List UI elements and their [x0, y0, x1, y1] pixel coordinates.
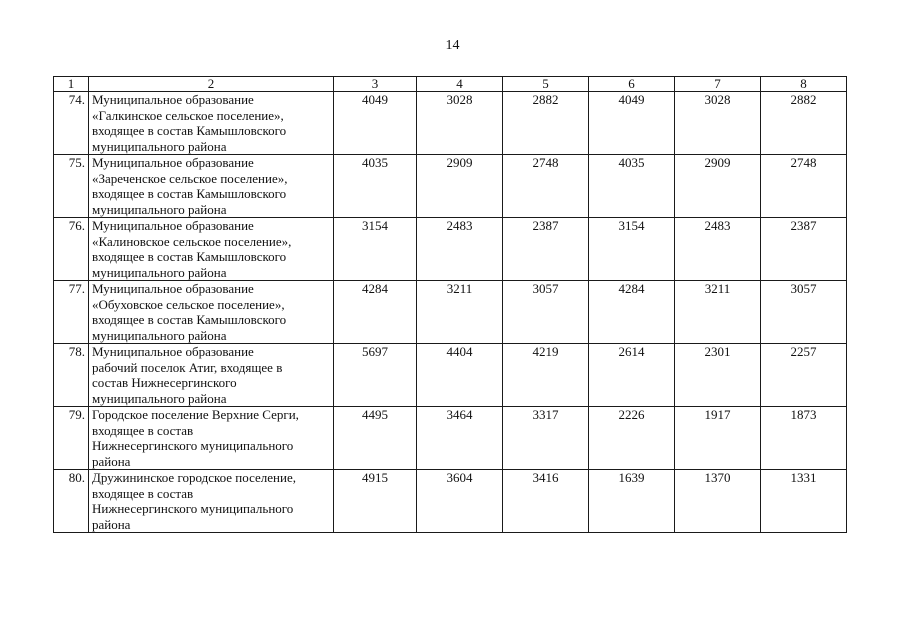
value-cell-col-5: 3416 [503, 470, 589, 533]
value-cell-col-8: 2387 [761, 218, 847, 281]
value-cell-col-7: 1917 [675, 407, 761, 470]
value-cell-col-5: 2882 [503, 92, 589, 155]
value-cell-col-7: 2483 [675, 218, 761, 281]
municipality-name-line: входящее в состав Камышловского [92, 249, 287, 264]
value-cell-col-4: 3464 [417, 407, 503, 470]
value-cell-col-6: 3154 [589, 218, 675, 281]
municipality-name-line: входящее в состав [92, 485, 194, 501]
municipality-name [89, 155, 334, 218]
value-cell-col-4: 2909 [417, 155, 503, 218]
column-header: 3 [334, 77, 417, 92]
value-cell-col-3: 4915 [334, 470, 417, 533]
municipality-name-line: Муниципальное образование [92, 92, 254, 107]
table-row [54, 407, 847, 470]
value-cell-col-5: 2748 [503, 155, 589, 218]
municipality-name-line: Муниципальное образование [92, 344, 254, 359]
value-cell-col-8: 2882 [761, 92, 847, 155]
row-number: 79. [54, 407, 89, 470]
value-cell-col-4: 4404 [417, 344, 503, 407]
table-row [54, 470, 847, 533]
value-cell-col-5: 2387 [503, 218, 589, 281]
value-cell-col-6: 4284 [589, 281, 675, 344]
value-cell-col-7: 3028 [675, 92, 761, 155]
value-cell-col-3: 3154 [334, 218, 417, 281]
municipality-name-line: «Зареченское сельское поселение», [92, 170, 288, 186]
row-number: 75. [54, 155, 89, 218]
municipality-name-line: Муниципальное образование [92, 155, 254, 170]
municipality-name [89, 407, 334, 470]
value-cell-col-8: 1331 [761, 470, 847, 533]
value-cell-col-6: 1639 [589, 470, 675, 533]
municipality-name-line: муниципального района [92, 327, 227, 343]
value-cell-col-8: 3057 [761, 281, 847, 344]
column-header: 2 [89, 77, 334, 92]
value-cell-col-6: 4035 [589, 155, 675, 218]
value-cell-col-6: 2614 [589, 344, 675, 407]
municipality-name-line: муниципального района [92, 138, 227, 154]
municipality-name-line: входящее в состав Камышловского [92, 312, 287, 327]
value-cell-col-3: 4495 [334, 407, 417, 470]
municipality-name-line: муниципального района [92, 201, 227, 217]
table-row [54, 155, 847, 218]
column-header: 5 [503, 77, 589, 92]
row-number: 77. [54, 281, 89, 344]
municipality-name-line: Городское поселение Верхние Серги, [92, 407, 299, 422]
municipality-name [89, 344, 334, 407]
value-cell-col-4: 3604 [417, 470, 503, 533]
municipality-name-line: муниципального района [92, 264, 227, 280]
table-header-row [54, 77, 847, 92]
row-number: 74. [54, 92, 89, 155]
column-header: 8 [761, 77, 847, 92]
municipality-name-line: «Калиновское сельское поселение», [92, 233, 292, 249]
value-cell-col-6: 4049 [589, 92, 675, 155]
value-cell-col-7: 2301 [675, 344, 761, 407]
row-number: 76. [54, 218, 89, 281]
page-number: 14 [445, 38, 460, 53]
column-header: 4 [417, 77, 503, 92]
municipality-name-line: рабочий поселок Атиг, входящее в [92, 359, 283, 375]
table-row [54, 344, 847, 407]
value-cell-col-8: 1873 [761, 407, 847, 470]
data-table [53, 76, 847, 533]
value-cell-col-8: 2257 [761, 344, 847, 407]
value-cell-col-3: 5697 [334, 344, 417, 407]
municipality-name-line: «Галкинское сельское поселение», [92, 107, 284, 123]
municipality-name-line: Муниципальное образование [92, 218, 254, 233]
row-number: 78. [54, 344, 89, 407]
table-row [54, 218, 847, 281]
table-row [54, 92, 847, 155]
municipality-name-line: входящее в состав Камышловского [92, 186, 287, 201]
table-body [54, 92, 847, 533]
value-cell-col-7: 3211 [675, 281, 761, 344]
municipality-name-line: Дружининское городское поселение, [92, 470, 296, 485]
value-cell-col-3: 4049 [334, 92, 417, 155]
table-row [54, 281, 847, 344]
municipality-name [89, 470, 334, 533]
municipality-name-line: входящее в состав Камышловского [92, 123, 287, 138]
municipality-name-line: Нижнесергинского муниципального [92, 501, 294, 516]
municipality-name-line: Нижнесергинского муниципального [92, 438, 294, 453]
value-cell-col-4: 2483 [417, 218, 503, 281]
municipality-name [89, 218, 334, 281]
municipality-name [89, 92, 334, 155]
value-cell-col-3: 4035 [334, 155, 417, 218]
value-cell-col-6: 2226 [589, 407, 675, 470]
value-cell-col-4: 3211 [417, 281, 503, 344]
value-cell-col-5: 3317 [503, 407, 589, 470]
value-cell-col-5: 4219 [503, 344, 589, 407]
row-number: 80. [54, 470, 89, 533]
value-cell-col-8: 2748 [761, 155, 847, 218]
value-cell-col-5: 3057 [503, 281, 589, 344]
municipality-name [89, 281, 334, 344]
municipality-name-line: района [92, 516, 131, 532]
municipality-name-line: муниципального района [92, 390, 227, 406]
municipality-name-line: «Обуховское сельское поселение», [92, 296, 285, 312]
value-cell-col-4: 3028 [417, 92, 503, 155]
municipality-name-line: состав Нижнесергинского [92, 375, 237, 390]
municipality-name-line: входящее в состав [92, 422, 194, 438]
column-header: 7 [675, 77, 761, 92]
value-cell-col-3: 4284 [334, 281, 417, 344]
municipality-name-line: района [92, 453, 131, 469]
column-header: 1 [54, 77, 89, 92]
column-header: 6 [589, 77, 675, 92]
municipality-name-line: Муниципальное образование [92, 281, 254, 296]
value-cell-col-7: 1370 [675, 470, 761, 533]
value-cell-col-7: 2909 [675, 155, 761, 218]
